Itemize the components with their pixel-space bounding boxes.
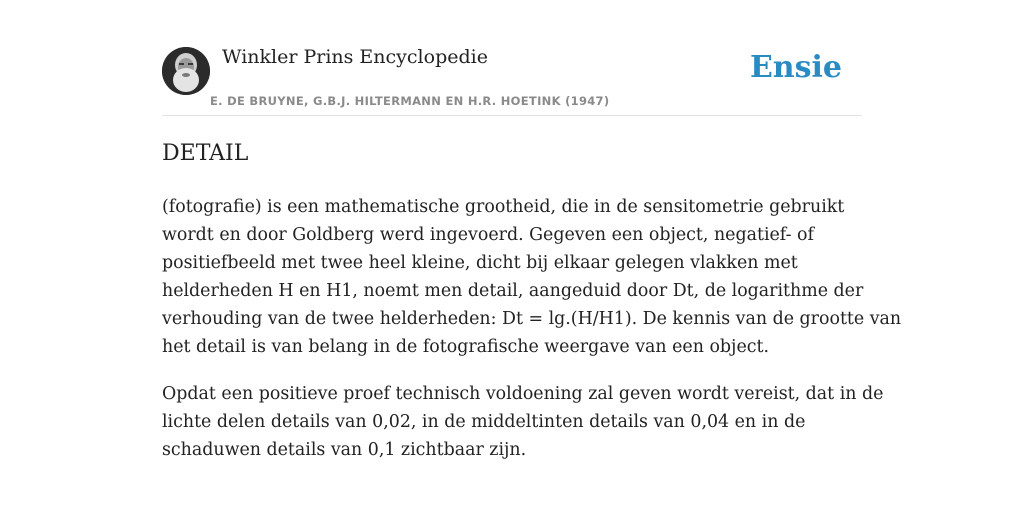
paragraph-line: het detail is van belang in de fotografische weergave van een object. [162,337,769,357]
paragraph-line: positiefbeeld met twee heel kleine, dicht bij elkaar gelegen vlakken met [162,253,798,273]
article-paragraph [162,380,884,464]
article-headword: DETAIL [162,141,249,166]
author-portrait-icon [162,47,210,95]
paragraph-line: lichte delen details van 0,02, in de middeltinten details van 0,04 en in de [162,412,806,432]
paragraph-line: schaduwen details van 0,1 zichtbaar zijn. [162,440,527,460]
article-paragraph [162,193,902,361]
paragraph-line: verhouding van de twee helderheden: Dt = lg.(H/H1). De kennis van de grootte van [162,309,902,329]
source-header [162,40,862,116]
brand-logo-link[interactable]: Ensie [749,50,842,85]
source-authors: E. DE BRUYNE, G.B.J. HILTERMANN EN H.R. HOETINK (1947) [210,94,610,108]
paragraph-line: helderheden H en H1, noemt men detail, aangeduid door Dt, de logarithme der [162,281,864,301]
paragraph-line: (fotografie) is een mathematische grootheid, die in de sensitometrie gebruikt [162,197,845,217]
paragraph-line: Opdat een positieve proef technisch voldoening zal geven wordt vereist, dat in de [162,384,884,404]
paragraph-line: wordt en door Goldberg werd ingevoerd. Gegeven een object, negatief- of [162,225,814,245]
article-body [162,193,902,483]
source-title[interactable]: Winkler Prins Encyclopedie [222,46,488,68]
